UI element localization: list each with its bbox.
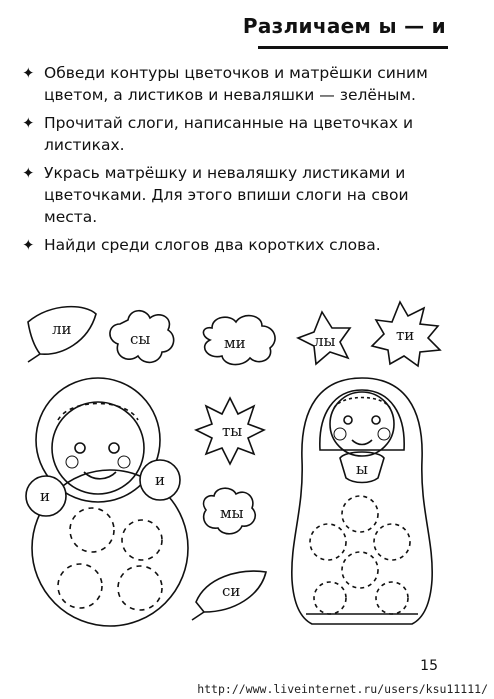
cloud-my [204, 488, 256, 534]
maple-leaf-ti [372, 302, 440, 366]
star-ly [298, 312, 350, 364]
nevalyashka-doll [26, 378, 188, 626]
syllable-nevalyashka-left: и [40, 487, 50, 505]
instruction-item [22, 112, 452, 156]
instruction-text: Обведи контуры цветочков и матрёшки синим цветом, а листиков и неваляшки — зелёным. [44, 64, 428, 104]
star-bullet-icon: ✦ [22, 114, 35, 132]
syllable-li: ли [52, 320, 72, 338]
star-bullet-icon: ✦ [22, 236, 35, 254]
worksheet-illustration [0, 290, 494, 640]
syllable-my: мы [220, 504, 244, 522]
leaf-si [192, 571, 266, 620]
syllable-mi: ми [224, 334, 246, 352]
page-number: 15 [420, 658, 438, 674]
page-title: Различаем ы — и [242, 14, 446, 38]
star-bullet-icon: ✦ [22, 64, 35, 82]
cloud-mi [203, 316, 275, 365]
flower-sy [110, 311, 174, 363]
syllable-ti: ти [396, 326, 415, 344]
syllable-ly: лы [314, 332, 336, 350]
syllable-matryoshka-collar: ы [356, 460, 368, 478]
watermark-url: http://www.liveinternet.ru/users/ksu11111/ [197, 682, 488, 696]
flower-ty [196, 398, 264, 464]
syllable-sy: сы [130, 330, 151, 348]
syllable-nevalyashka-right: и [155, 471, 165, 489]
syllable-ty: ты [222, 422, 243, 440]
matryoshka-doll [292, 378, 432, 624]
instruction-text: Прочитай слоги, написанные на цветочках и листиках. [44, 114, 414, 154]
syllable-si: си [222, 582, 241, 600]
instruction-text: Укрась матрёшку и неваляшку листиками и цветочками. Для этого впиши слоги на свои места. [44, 164, 409, 226]
instruction-item [22, 62, 452, 106]
star-bullet-icon: ✦ [22, 164, 35, 182]
instruction-list [22, 62, 452, 262]
instruction-item [22, 234, 452, 256]
leaf-li [28, 307, 96, 362]
instruction-item [22, 162, 452, 228]
title-underline [258, 46, 448, 49]
instruction-text: Найди среди слогов два коротких слова. [44, 236, 381, 254]
